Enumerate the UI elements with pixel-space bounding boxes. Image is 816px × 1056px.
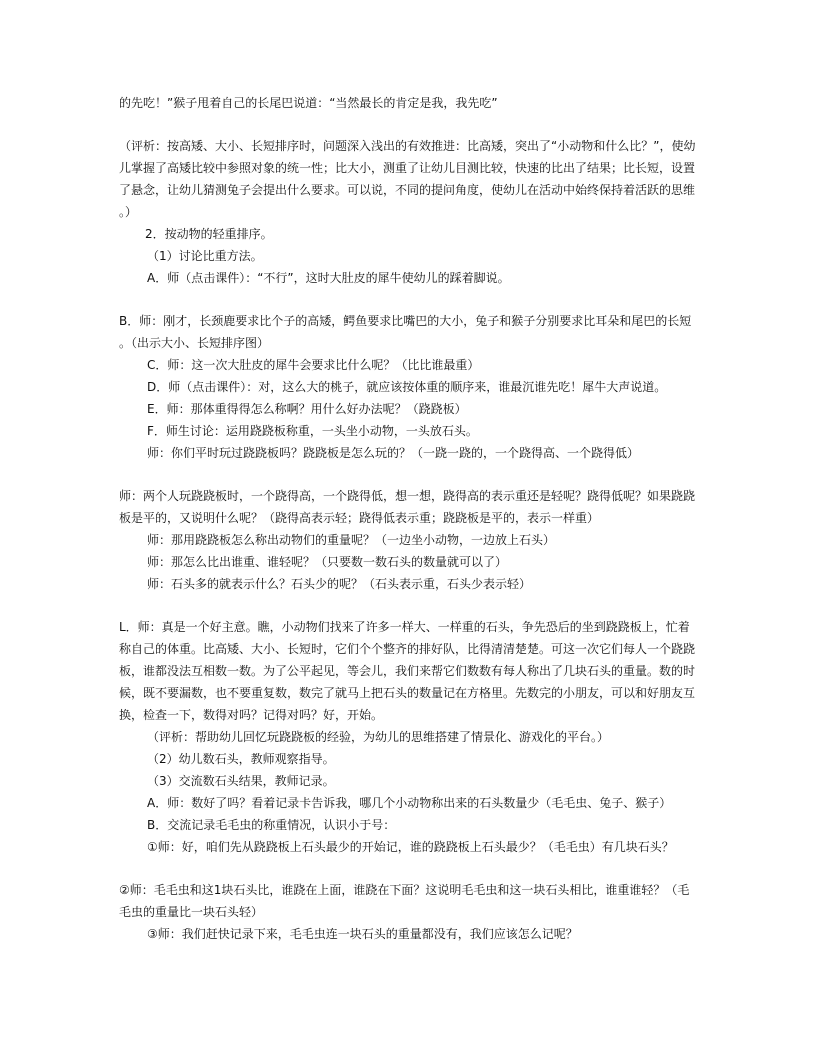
text-line-28: （3）交流数石头结果，教师记录。 [147,774,335,788]
text-line-01: 的先吃！”猴子甩着自己的长尾巴说道：“当然最长的肯定是我，我先吃” [119,96,498,110]
text-line-21: L．师：真是一个好主意。瞧，小动物们找来了许多一样大、一样重的石头，争先恐后的坐到跷跷板上，忙着 [119,620,690,634]
text-line-29: A．师：数好了吗？看着记录卡告诉我，哪几个小动物称出来的石头数量少（毛毛虫、兔子、猴子） [147,796,672,810]
text-line-13: E．师：那体重得得怎么称啊？用什么好办法呢？（跷跷板） [147,402,467,416]
text-line-11: C．师：这一次大肚皮的犀牛会要求比什么呢？（比比谁最重） [147,358,480,372]
text-line-18: 师：那用跷跷板怎么称出动物们的重量呢？（一边坐小动物，一边放上石头） [147,533,556,547]
text-line-03: 儿掌握了高矮比较中参照对象的统一性；比大小，测重了让幼儿目测比较，快速的比出了结果；比长短，设置 [119,161,696,175]
text-line-08: A．师（点击课件）：“不行”，这时大肚皮的犀牛使幼儿的踩着脚说。 [147,271,510,285]
text-line-32: ②师：毛毛虫和这1块石头比，谁跷在上面，谁跷在下面？这说明毛毛虫和这一块石头相比，谁重谁轻？（毛 [119,883,690,897]
text-line-14: F．师生讨论：运用跷跷板称重，一头坐小动物，一头放石头。 [147,424,478,438]
text-line-19: 师：那怎么比出谁重、谁轻呢？（只要数一数石头的数量就可以了） [147,555,508,569]
text-line-34: ③师：我们赶快记录下来，毛毛虫连一块石头的重量都没有，我们应该怎么记呢？ [147,927,578,941]
text-line-06: 2．按动物的轻重排序。 [145,227,273,241]
text-line-07: （1）讨论比重方法。 [147,249,263,263]
text-line-12: D．师（点击课件）：对，这么大的桃子，就应该按体重的顺序来，谁最沉谁先吃！犀牛大声说道。 [147,380,667,394]
text-line-31: ①师：好，咱们先从跷跷板上石头最少的开始记，谁的跷跷板上石头最少？（毛毛虫）有几块石头？ [147,840,674,854]
text-line-09: B．师：刚才，长颈鹿要求比个子的高矮，鳄鱼要求比嘴巴的大小，兔子和猴子分别要求比耳朵和尾巴的长短 [119,314,692,328]
text-line-05: 。） [119,205,138,219]
text-line-33: 毛虫的重量比一块石头轻） [119,905,264,919]
text-line-16: 师：两个人玩跷跷板时，一个跷得高，一个跷得低，想一想，跷得高的表示重还是轻呢？跷得低呢？如果跷跷 [119,489,696,503]
text-line-26: （评析：帮助幼儿回忆玩跷跷板的经验，为幼儿的思维搭建了情景化、游戏化的平台。） [147,730,610,744]
text-line-10: 。（出示大小、长短排序图） [119,336,270,350]
text-line-20: 师：石头多的就表示什么？石头少的呢？（石头表示重，石头少表示轻） [147,577,532,591]
text-line-04: 了悬念，让幼儿猜测兔子会提出什么要求。可以说，不同的提问角度，使幼儿在活动中始终保持着活跃的思维 [119,183,696,197]
text-line-15: 师：你们平时玩过跷跷板吗？跷跷板是怎么玩的？（一跷一跷的，一个跷得高、一个跷得低） [147,446,640,460]
text-line-25: 换，检查一下，数得对吗？记得对吗？好，开始。 [119,708,384,722]
text-line-24: 候，既不要漏数，也不要重复数，数完了就马上把石头的数量记在方格里。先数完的小朋友，可以和好朋友互 [119,686,696,700]
text-line-23: 板，谁都没法互相数一数。为了公平起见，等会儿，我们来帮它们数数有每人称出了几块石头的重量。数的时 [119,664,696,678]
text-line-27: （2）幼儿数石头，教师观察指导。 [147,752,335,766]
text-line-02: （评析：按高矮、大小、长短排序时，问题深入浅出的有效推进：比高矮，突出了“小动物和什么比？”，使幼 [119,139,696,153]
text-line-22: 称自己的体重。比高矮、大小、长短时，它们个个整齐的排好队，比得清清楚楚。可这一次它们每人一个跷跷 [119,642,696,656]
text-line-17: 板是平的，又说明什么呢？（跷得高表示轻；跷得低表示重；跷跷板是平的，表示一样重） [119,511,600,525]
text-line-30: B．交流记录毛毛虫的称重情况，认识小于号： [147,818,396,832]
